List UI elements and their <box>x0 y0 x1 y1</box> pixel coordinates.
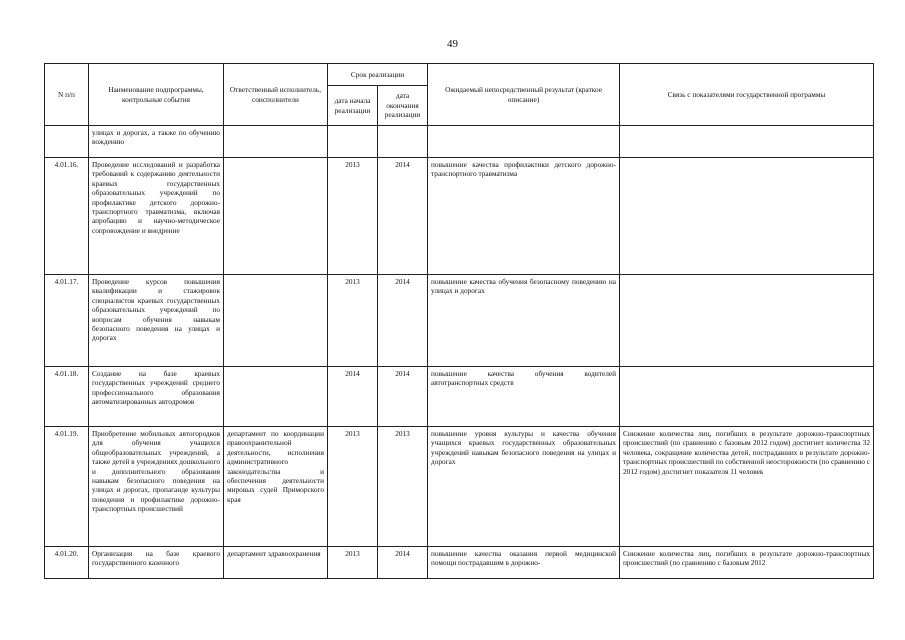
table-row <box>45 158 874 275</box>
row-link: Снижение количества лиц, погибших в результате дорожно-транспортных происшествий (по сравнению с базовым 2012 <box>620 547 874 579</box>
row-num: 4.01.17. <box>45 275 89 367</box>
row-start: 2013 <box>328 547 378 579</box>
row-responsible: департамент здравоохранения <box>224 547 328 579</box>
header-period: Срок реализации <box>328 64 428 86</box>
row-start: 2014 <box>328 367 378 427</box>
row-result <box>428 126 620 158</box>
row-end: 2014 <box>378 367 428 427</box>
table-row <box>45 367 874 427</box>
header-result: Ожидаемый непосредственный результат (краткое описание) <box>428 64 620 126</box>
row-link <box>620 275 874 367</box>
row-end: 2014 <box>378 158 428 275</box>
row-result: повышение качества профилактики детского дорожно-транспортного травматизма <box>428 158 620 275</box>
row-result: повышение уровня культуры и качества обучения учащихся краевых государственных образовательных учреждений навыкам безопасного поведения на улицах и дорогах <box>428 427 620 547</box>
row-end: 2014 <box>378 547 428 579</box>
row-name: улицах и дорогах, а также по обучению вождению <box>89 126 224 158</box>
row-start: 2013 <box>328 158 378 275</box>
row-result: повышение качества обучения водителей автотранспортных средств <box>428 367 620 427</box>
header-num: N п/п <box>45 64 89 126</box>
header-end: дата окончания реализации <box>378 86 428 126</box>
header-start: дата начала реализации <box>328 86 378 126</box>
table-row <box>45 275 874 367</box>
row-name: Создание на базе краевых государственных учреждений среднего профессионального образования автоматизированных автодромов <box>89 367 224 427</box>
row-num: 4.01.19. <box>45 427 89 547</box>
row-responsible <box>224 158 328 275</box>
row-responsible: департамент по координации правоохранительной деятельности, исполнения административного законодательства и обеспечения деятельности мировых судей Приморского края <box>224 427 328 547</box>
page-number: 49 <box>447 38 458 50</box>
row-start: 2013 <box>328 427 378 547</box>
row-link <box>620 158 874 275</box>
row-num <box>45 126 89 158</box>
row-start: 2013 <box>328 275 378 367</box>
row-responsible <box>224 126 328 158</box>
header-name: Наименование подпрограммы, контрольные события <box>89 64 224 126</box>
row-num: 4.01.20. <box>45 547 89 579</box>
row-end: 2014 <box>378 275 428 367</box>
table-row <box>45 547 874 579</box>
row-link <box>620 126 874 158</box>
row-result: повышение качества оказания первой медицинской помощи пострадавшим в дорожно- <box>428 547 620 579</box>
row-end <box>378 126 428 158</box>
row-name: Проведение курсов повышения квалификации и стажировок специалистов краевых государственных образовательных учреждений по вопросам обучения навыкам безопасного поведения на улицах и дорогах <box>89 275 224 367</box>
row-end: 2013 <box>378 427 428 547</box>
row-result: повышение качества обучения безопасному поведению на улицах и дорогах <box>428 275 620 367</box>
row-link <box>620 367 874 427</box>
header-link: Связь с показателями государственной программы <box>620 64 874 126</box>
table-row <box>45 427 874 547</box>
row-name: Организация на базе краевого государственного казенного <box>89 547 224 579</box>
row-name: Проведение исследований и разработка требований к содержанию деятельности краевых государственных образовательных учреждений по профилактике детского дорожно-транспортного травматизма, включая апробацию и научно-методическое сопровождение и внедрение <box>89 158 224 275</box>
row-responsible <box>224 275 328 367</box>
row-name: Приобретение мобильных автогородков для обучения учащихся общеобразовательных учреждений, а также детей в учреждениях дошкольного и дополнительного образования навыкам безопасного поведения на улицах и дорогах, пропаганде культуры поведения и профилактике дорожно-транспортных происшествий <box>89 427 224 547</box>
table-row <box>45 126 874 158</box>
row-start <box>328 126 378 158</box>
plan-table <box>44 63 874 579</box>
row-link: Снижение количества лиц, погибших в результате дорожно-транспортных происшествий (по сравнению с базовым 2012 годом) достигнет количества 32 человека, сокращение количества детей, пострадавших в результате дорожно-транспортных происшествий по собственной неосторожности (по сравнению с 2012 годом) достигнет показателя 11 человек <box>620 427 874 547</box>
row-responsible <box>224 367 328 427</box>
row-num: 4.01.18. <box>45 367 89 427</box>
header-responsible: Ответственный исполнитель, соисполнители <box>224 64 328 126</box>
row-num: 4.01.16. <box>45 158 89 275</box>
